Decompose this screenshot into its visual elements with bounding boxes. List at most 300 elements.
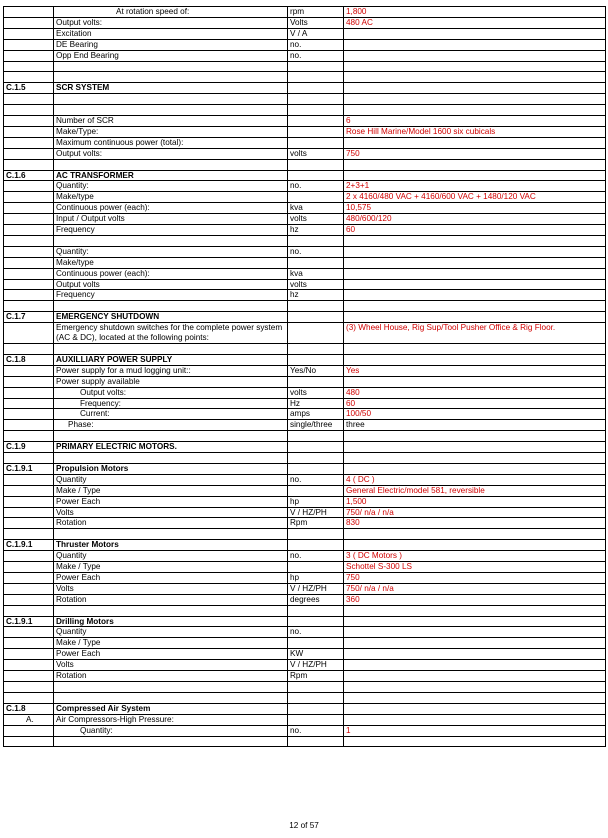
unit-cell: Volts: [288, 17, 344, 28]
spec-sheet: [3, 6, 605, 747]
value-cell: [344, 290, 606, 301]
table-row: [4, 583, 606, 594]
section-number-cell: [4, 203, 54, 214]
value-cell: [344, 257, 606, 268]
description-cell: [54, 431, 288, 442]
unit-cell: amps: [288, 409, 344, 420]
description-cell: Rotation: [54, 518, 288, 529]
description-cell: Quantity: [54, 474, 288, 485]
description-cell: EMERGENCY SHUTDOWN: [54, 312, 288, 323]
table-row: [4, 671, 606, 682]
unit-cell: [288, 714, 344, 725]
unit-cell: [288, 376, 344, 387]
table-row: [4, 398, 606, 409]
unit-cell: [288, 301, 344, 312]
section-number-cell: C.1.8: [4, 354, 54, 365]
value-cell: [344, 431, 606, 442]
section-row: [4, 354, 606, 365]
description-cell: At rotation speed of:: [54, 7, 288, 18]
description-cell: Output volts: [54, 279, 288, 290]
section-number-cell: C.1.7: [4, 312, 54, 323]
description-cell: Volts: [54, 660, 288, 671]
description-cell: Thruster Motors: [54, 540, 288, 551]
value-cell: [344, 268, 606, 279]
value-cell: General Electric/model 581, reversible: [344, 485, 606, 496]
value-cell: [344, 442, 606, 453]
table-row: [4, 323, 606, 344]
description-cell: Rotation: [54, 671, 288, 682]
table-row: [4, 649, 606, 660]
unit-cell: [288, 170, 344, 181]
value-cell: [344, 343, 606, 354]
value-cell: [344, 671, 606, 682]
unit-cell: [288, 442, 344, 453]
section-number-cell: [4, 290, 54, 301]
section-number-cell: C.1.9.1: [4, 616, 54, 627]
section-row: [4, 170, 606, 181]
section-row: [4, 463, 606, 474]
value-cell: three: [344, 420, 606, 431]
section-number-cell: [4, 627, 54, 638]
value-cell: 1,500: [344, 496, 606, 507]
description-cell: Air Compressors-High Pressure:: [54, 714, 288, 725]
unit-cell: hp: [288, 572, 344, 583]
unit-cell: [288, 94, 344, 105]
section-number-cell: [4, 105, 54, 116]
description-cell: [54, 682, 288, 693]
value-cell: [344, 72, 606, 83]
unit-cell: Rpm: [288, 518, 344, 529]
section-number-cell: [4, 376, 54, 387]
description-cell: [54, 72, 288, 83]
value-cell: Rose Hill Marine/Model 1600 six cubicals: [344, 126, 606, 137]
value-cell: [344, 529, 606, 540]
description-cell: Output volts:: [54, 148, 288, 159]
table-row: [4, 225, 606, 236]
table-row: [4, 420, 606, 431]
section-number-cell: C.1.9.1: [4, 463, 54, 474]
section-number-cell: [4, 649, 54, 660]
section-number-cell: [4, 235, 54, 246]
unit-cell: [288, 72, 344, 83]
unit-cell: [288, 736, 344, 747]
description-cell: Make / Type: [54, 485, 288, 496]
unit-cell: no.: [288, 181, 344, 192]
description-cell: Phase:: [54, 420, 288, 431]
table-row: [4, 290, 606, 301]
value-cell: [344, 61, 606, 72]
value-cell: 750/ n/a / n/a: [344, 583, 606, 594]
description-cell: Output volts:: [54, 387, 288, 398]
description-cell: Current:: [54, 409, 288, 420]
unit-cell: no.: [288, 50, 344, 61]
section-number-cell: [4, 61, 54, 72]
table-row: [4, 572, 606, 583]
description-cell: AUXILLIARY POWER SUPPLY: [54, 354, 288, 365]
table-row: [4, 660, 606, 671]
description-cell: Volts: [54, 583, 288, 594]
section-number-cell: [4, 28, 54, 39]
value-cell: 360: [344, 594, 606, 605]
unit-cell: [288, 192, 344, 203]
value-cell: 1: [344, 725, 606, 736]
unit-cell: [288, 431, 344, 442]
value-cell: [344, 105, 606, 116]
unit-cell: [288, 235, 344, 246]
table-row: [4, 246, 606, 257]
description-cell: [54, 529, 288, 540]
description-cell: Number of SCR: [54, 116, 288, 127]
value-cell: [344, 605, 606, 616]
section-number-cell: [4, 246, 54, 257]
description-cell: Rotation: [54, 594, 288, 605]
unit-cell: [288, 105, 344, 116]
value-cell: 480/600/120: [344, 214, 606, 225]
section-number-cell: [4, 736, 54, 747]
description-cell: Output volts:: [54, 17, 288, 28]
value-cell: [344, 463, 606, 474]
table-row: [4, 365, 606, 376]
section-number-cell: [4, 518, 54, 529]
description-cell: [54, 94, 288, 105]
unit-cell: [288, 159, 344, 170]
table-row: [4, 17, 606, 28]
blank-row: [4, 61, 606, 72]
section-number-cell: [4, 94, 54, 105]
value-cell: [344, 692, 606, 703]
description-cell: Power supply available: [54, 376, 288, 387]
unit-cell: [288, 354, 344, 365]
table-row: [4, 214, 606, 225]
unit-cell: [288, 83, 344, 94]
value-cell: 60: [344, 225, 606, 236]
value-cell: [344, 50, 606, 61]
section-number-cell: [4, 50, 54, 61]
unit-cell: [288, 703, 344, 714]
section-number-cell: [4, 137, 54, 148]
value-cell: 480: [344, 387, 606, 398]
description-cell: Compressed Air System: [54, 703, 288, 714]
unit-cell: volts: [288, 279, 344, 290]
blank-row: [4, 343, 606, 354]
unit-cell: degrees: [288, 594, 344, 605]
table-row: [4, 409, 606, 420]
table-row: [4, 28, 606, 39]
value-cell: 1,800: [344, 7, 606, 18]
description-cell: DE Bearing: [54, 39, 288, 50]
section-row: [4, 442, 606, 453]
unit-cell: [288, 116, 344, 127]
value-cell: [344, 376, 606, 387]
unit-cell: [288, 562, 344, 573]
unit-cell: V / HZ/PH: [288, 660, 344, 671]
table-row: [4, 638, 606, 649]
blank-row: [4, 105, 606, 116]
description-cell: Make/type: [54, 192, 288, 203]
value-cell: [344, 453, 606, 464]
section-number-cell: C.1.8: [4, 703, 54, 714]
description-cell: Power Each: [54, 649, 288, 660]
description-cell: Make/Type:: [54, 126, 288, 137]
section-number-cell: [4, 17, 54, 28]
blank-row: [4, 301, 606, 312]
table-row: [4, 257, 606, 268]
section-number-cell: [4, 225, 54, 236]
unit-cell: hz: [288, 225, 344, 236]
value-cell: 4 ( DC ): [344, 474, 606, 485]
unit-cell: rpm: [288, 7, 344, 18]
value-cell: [344, 649, 606, 660]
description-cell: Make / Type: [54, 562, 288, 573]
value-cell: 2 x 4160/480 VAC + 4160/600 VAC + 1480/120 VAC: [344, 192, 606, 203]
value-cell: Yes: [344, 365, 606, 376]
blank-row: [4, 529, 606, 540]
unit-cell: volts: [288, 214, 344, 225]
description-cell: Maximum continuous power (total):: [54, 137, 288, 148]
section-number-cell: [4, 638, 54, 649]
section-number-cell: [4, 496, 54, 507]
unit-cell: no.: [288, 551, 344, 562]
table-row: [4, 714, 606, 725]
unit-cell: [288, 638, 344, 649]
description-cell: [54, 605, 288, 616]
blank-row: [4, 431, 606, 442]
unit-cell: Yes/No: [288, 365, 344, 376]
unit-cell: [288, 605, 344, 616]
table-row: [4, 268, 606, 279]
section-number-cell: [4, 192, 54, 203]
description-cell: Frequency: [54, 290, 288, 301]
description-cell: [54, 453, 288, 464]
section-number-cell: C.1.6: [4, 170, 54, 181]
blank-row: [4, 682, 606, 693]
section-row: [4, 312, 606, 323]
description-cell: SCR SYSTEM: [54, 83, 288, 94]
description-cell: [54, 301, 288, 312]
value-cell: 100/50: [344, 409, 606, 420]
unit-cell: [288, 529, 344, 540]
value-cell: (3) Wheel House, Rig Sup/Tool Pusher Office & Rig Floor.: [344, 323, 606, 344]
unit-cell: kva: [288, 268, 344, 279]
unit-cell: V / HZ/PH: [288, 583, 344, 594]
value-cell: [344, 170, 606, 181]
value-cell: [344, 540, 606, 551]
section-number-cell: [4, 279, 54, 290]
unit-cell: [288, 323, 344, 344]
section-number-cell: [4, 605, 54, 616]
value-cell: [344, 235, 606, 246]
section-number-cell: [4, 551, 54, 562]
unit-cell: [288, 463, 344, 474]
unit-cell: Rpm: [288, 671, 344, 682]
unit-cell: no.: [288, 474, 344, 485]
unit-cell: volts: [288, 387, 344, 398]
blank-row: [4, 159, 606, 170]
blank-row: [4, 72, 606, 83]
unit-cell: [288, 126, 344, 137]
description-cell: [54, 343, 288, 354]
section-number-cell: [4, 671, 54, 682]
value-cell: [344, 354, 606, 365]
section-number-cell: [4, 39, 54, 50]
description-cell: [54, 61, 288, 72]
section-row: [4, 540, 606, 551]
table-row: [4, 474, 606, 485]
section-number-cell: [4, 692, 54, 703]
section-number-cell: [4, 159, 54, 170]
table-row: [4, 725, 606, 736]
description-cell: Volts: [54, 507, 288, 518]
blank-row: [4, 736, 606, 747]
table-row: [4, 7, 606, 18]
value-cell: [344, 137, 606, 148]
section-number-cell: [4, 268, 54, 279]
description-cell: [54, 736, 288, 747]
table-row: [4, 496, 606, 507]
unit-cell: [288, 312, 344, 323]
unit-cell: [288, 540, 344, 551]
section-number-cell: [4, 682, 54, 693]
description-cell: Continuous power (each):: [54, 268, 288, 279]
value-cell: [344, 660, 606, 671]
value-cell: [344, 83, 606, 94]
description-cell: Quantity:: [54, 725, 288, 736]
unit-cell: [288, 137, 344, 148]
spec-table: [3, 6, 606, 747]
value-cell: [344, 616, 606, 627]
table-row: [4, 376, 606, 387]
section-number-cell: [4, 301, 54, 312]
description-cell: Power Each: [54, 496, 288, 507]
blank-row: [4, 692, 606, 703]
description-cell: Quantity:: [54, 246, 288, 257]
blank-row: [4, 94, 606, 105]
value-cell: 750: [344, 572, 606, 583]
unit-cell: [288, 682, 344, 693]
section-number-cell: [4, 431, 54, 442]
section-number-cell: [4, 214, 54, 225]
description-cell: AC TRANSFORMER: [54, 170, 288, 181]
description-cell: Power Each: [54, 572, 288, 583]
description-cell: [54, 105, 288, 116]
table-row: [4, 181, 606, 192]
description-cell: Power supply for a mud logging unit::: [54, 365, 288, 376]
section-number-cell: [4, 453, 54, 464]
section-row: [4, 616, 606, 627]
section-number-cell: [4, 181, 54, 192]
table-row: [4, 387, 606, 398]
unit-cell: [288, 257, 344, 268]
value-cell: 2+3+1: [344, 181, 606, 192]
value-cell: Schottel S-300 LS: [344, 562, 606, 573]
page-number: 12 of 57: [289, 821, 319, 830]
unit-cell: V / HZ/PH: [288, 507, 344, 518]
unit-cell: kva: [288, 203, 344, 214]
unit-cell: [288, 692, 344, 703]
section-row: [4, 703, 606, 714]
table-row: [4, 562, 606, 573]
value-cell: [344, 627, 606, 638]
value-cell: 3 ( DC Motors ): [344, 551, 606, 562]
description-cell: Drilling Motors: [54, 616, 288, 627]
value-cell: 60: [344, 398, 606, 409]
value-cell: [344, 736, 606, 747]
section-number-cell: [4, 257, 54, 268]
unit-cell: [288, 61, 344, 72]
description-cell: Quantity:: [54, 181, 288, 192]
value-cell: [344, 28, 606, 39]
unit-cell: hp: [288, 496, 344, 507]
value-cell: 750/ n/a / n/a: [344, 507, 606, 518]
value-cell: [344, 94, 606, 105]
blank-row: [4, 235, 606, 246]
description-cell: Emergency shutdown switches for the complete power system (AC & DC), located at the following points:: [54, 323, 288, 344]
table-row: [4, 39, 606, 50]
value-cell: [344, 682, 606, 693]
table-row: [4, 137, 606, 148]
table-row: [4, 551, 606, 562]
section-number-cell: [4, 387, 54, 398]
value-cell: 6: [344, 116, 606, 127]
section-number-cell: [4, 594, 54, 605]
value-cell: [344, 703, 606, 714]
section-number-cell: [4, 398, 54, 409]
unit-cell: V / A: [288, 28, 344, 39]
description-cell: Input / Output volts: [54, 214, 288, 225]
description-cell: [54, 235, 288, 246]
table-row: [4, 594, 606, 605]
description-cell: Continuous power (each):: [54, 203, 288, 214]
value-cell: [344, 159, 606, 170]
description-cell: Propulsion Motors: [54, 463, 288, 474]
value-cell: 10,575: [344, 203, 606, 214]
table-row: [4, 192, 606, 203]
table-row: [4, 518, 606, 529]
description-cell: Frequency:: [54, 398, 288, 409]
section-number-cell: [4, 148, 54, 159]
section-number-cell: C.1.9.1: [4, 540, 54, 551]
section-number-cell: A.: [4, 714, 54, 725]
unit-cell: [288, 485, 344, 496]
value-cell: [344, 246, 606, 257]
section-number-cell: [4, 7, 54, 18]
section-number-cell: [4, 485, 54, 496]
value-cell: [344, 714, 606, 725]
section-number-cell: [4, 507, 54, 518]
section-number-cell: [4, 116, 54, 127]
section-number-cell: [4, 474, 54, 485]
value-cell: [344, 301, 606, 312]
table-row: [4, 148, 606, 159]
value-cell: [344, 312, 606, 323]
section-number-cell: [4, 72, 54, 83]
section-row: [4, 83, 606, 94]
table-row: [4, 126, 606, 137]
description-cell: [54, 692, 288, 703]
unit-cell: Hz: [288, 398, 344, 409]
unit-cell: [288, 616, 344, 627]
table-row: [4, 627, 606, 638]
value-cell: 480 AC: [344, 17, 606, 28]
description-cell: Excitation: [54, 28, 288, 39]
unit-cell: no.: [288, 725, 344, 736]
section-number-cell: [4, 660, 54, 671]
unit-cell: no.: [288, 627, 344, 638]
section-number-cell: [4, 725, 54, 736]
table-row: [4, 203, 606, 214]
description-cell: Opp End Bearing: [54, 50, 288, 61]
section-number-cell: [4, 529, 54, 540]
